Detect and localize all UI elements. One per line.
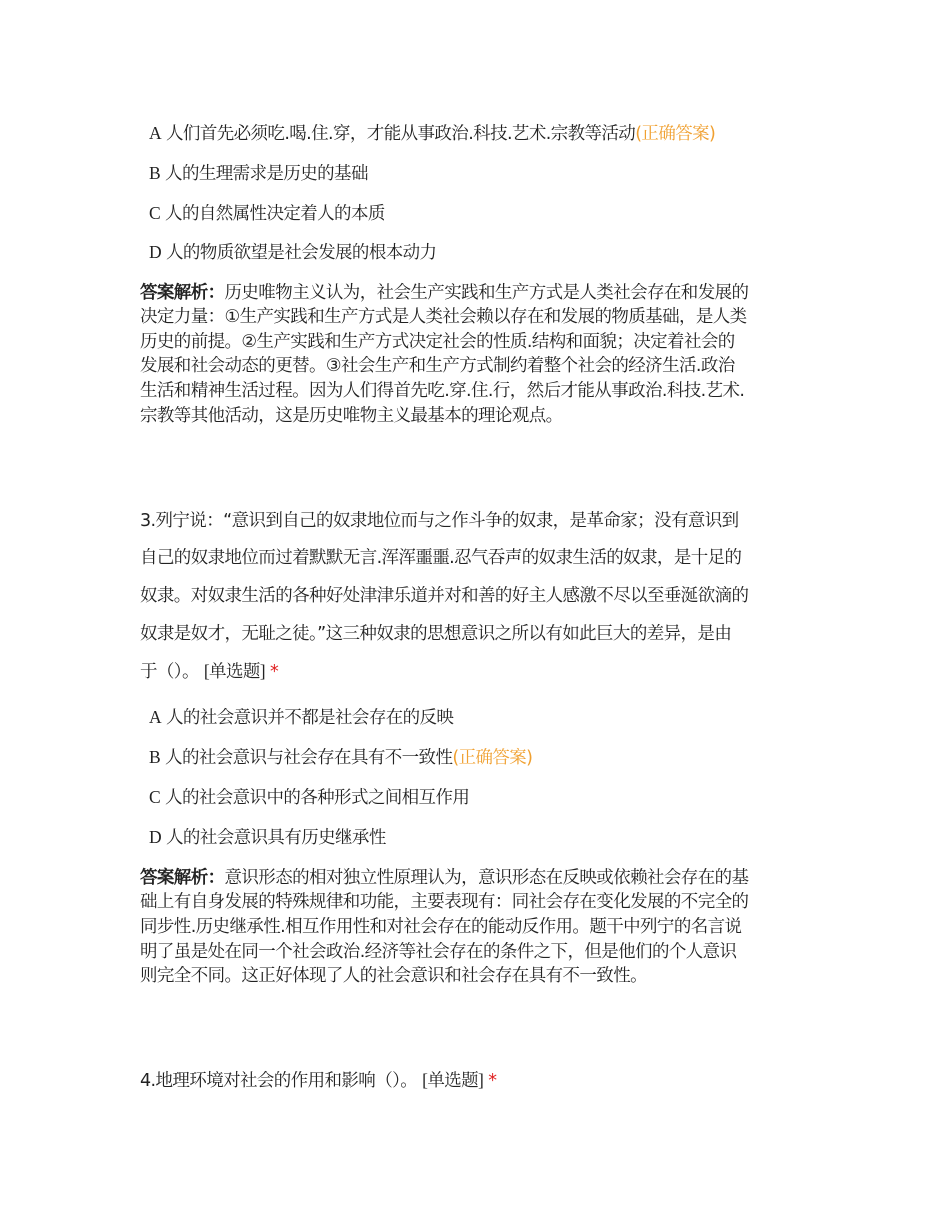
option-a[interactable] [149, 122, 715, 145]
option-b[interactable] [149, 162, 368, 185]
correct-answer-tag: (正确答案) [452, 748, 533, 768]
option-text: 人的生理需求是历史的基础 [165, 164, 368, 184]
question-line: 自己的奴隶地位而过着默默无言.浑浑噩噩.忍气吞声的奴隶生活的奴隶，是十足的 [140, 548, 742, 568]
explanation-line: 历史的前提。②生产实践和生产方式决定社会的性质.结构和面貌；决定着社会的 [140, 332, 735, 352]
option-text: 人们首先必须吃.喝.住.穿，才能从事政治.科技.艺术.宗教等活动 [166, 124, 636, 144]
explanation-line: 生活和精神生活过程。因为人们得首先吃.穿.住.行，然后才能从事政治.科技.艺术. [140, 381, 745, 401]
explanation-label: 答案解析： [140, 868, 225, 888]
option-text: 人的自然属性决定着人的本质 [165, 204, 385, 224]
explanation-line: 则完全不同。这正好体现了人的社会意识和社会存在具有不一致性。 [140, 966, 647, 986]
correct-answer-tag: (正确答案) [635, 124, 716, 144]
option-letter: A [149, 123, 162, 143]
question-type-tag: [单选题] [203, 661, 265, 681]
explanation-line: 宗教等其他活动，这是历史唯物主义最基本的理论观点。 [140, 406, 563, 426]
option-text: 人的社会意识与社会存在具有不一致性 [165, 748, 453, 768]
option-text: 人的社会意识中的各种形式之间相互作用 [165, 788, 470, 808]
option-b[interactable] [149, 746, 532, 769]
option-d[interactable] [149, 241, 436, 264]
option-text: 人的社会意识并不都是社会存在的反映 [166, 708, 454, 728]
question-line: 奴隶是奴才，无耻之徒。”这三种奴隶的思想意识之所以有如此巨大的差异，是由 [140, 624, 732, 644]
option-letter: C [149, 203, 161, 223]
option-letter: C [149, 787, 161, 807]
explanation-line: 意识形态的相对独立性原理认为，意识形态在反映或依赖社会存在的基 [224, 868, 749, 888]
required-mark: * [488, 1071, 497, 1091]
option-text: 人的社会意识具有历史继承性 [166, 828, 386, 848]
option-c[interactable] [149, 202, 385, 225]
option-text: 人的物质欲望是社会发展的根本动力 [166, 243, 437, 263]
option-letter: B [149, 747, 161, 767]
explanation-line: 明了虽是处在同一个社会政治.经济等社会存在的条件之下，但是他们的个人意识 [140, 942, 737, 962]
option-letter: D [149, 827, 162, 847]
question-line: 3.列宁说：“意识到自己的奴隶地位而与之作斗争的奴隶，是革命家；没有意识到 [140, 511, 739, 531]
question-line: 奴隶。对奴隶生活的各种好处津津乐道并对和善的好主人感激不尽以至垂涎欲滴的 [140, 586, 749, 606]
explanation-line: 历史唯物主义认为，社会生产实践和生产方式是人类社会存在和发展的 [224, 283, 749, 303]
option-letter: A [149, 707, 162, 727]
q4-question [140, 1069, 496, 1092]
option-a[interactable] [149, 706, 453, 729]
option-c[interactable] [149, 786, 469, 809]
question-text: 4.地理环境对社会的作用和影响（）。 [140, 1071, 418, 1091]
question-line: 于（）。 [140, 662, 199, 682]
required-mark: * [269, 662, 279, 682]
explanation-line: 发展和社会动态的更替。③社会生产和生产方式制约着整个社会的经济生活.政治 [140, 356, 735, 376]
option-d[interactable] [149, 826, 386, 849]
option-letter: D [149, 242, 162, 262]
question-type-tag: [单选题] [422, 1070, 484, 1090]
explanation-line: 决定力量：①生产实践和生产方式是人类社会赖以存在和发展的物质基础，是人类 [140, 307, 747, 327]
explanation-line: 同步性.历史继承性.相互作用性和对社会存在的能动反作用。题干中列宁的名言说 [140, 917, 742, 937]
option-letter: B [149, 163, 161, 183]
explanation-label: 答案解析： [140, 283, 225, 303]
explanation-line: 础上有自身发展的特殊规律和功能，主要表现有：同社会存在变化发展的不完全的 [140, 892, 749, 912]
